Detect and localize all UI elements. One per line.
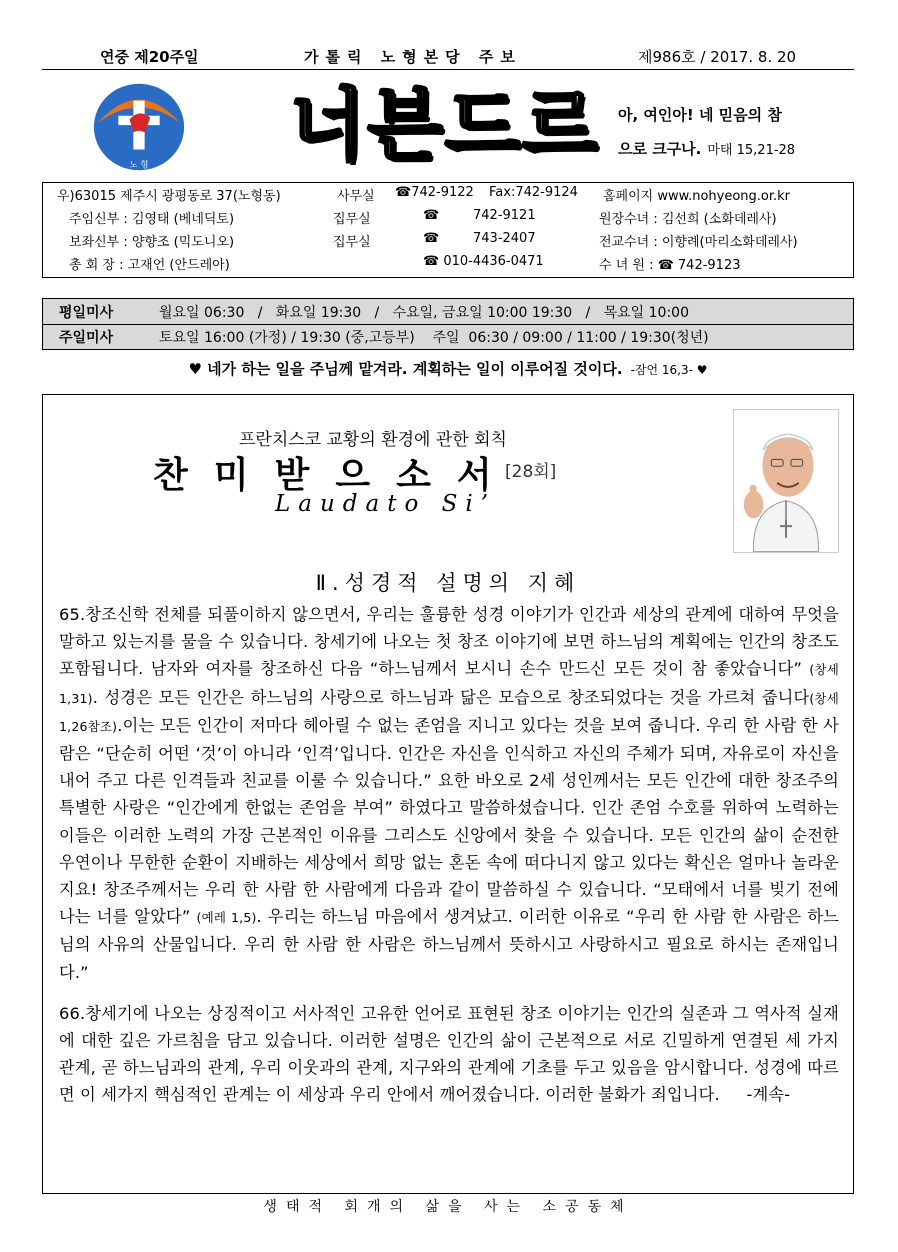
homepage-link[interactable]: 홈페이지 www.nohyeong.or.kr (603, 189, 791, 204)
president-phone: ☎ 010-4436-0471 (423, 254, 544, 269)
footer-slogan: 생태적 회개의 삶을 사는 소공동체 (263, 1199, 633, 1215)
mission-sister: 전교수녀 : 이향례(마리소화데레사) (599, 235, 798, 250)
fax: Fax:742-9124 (489, 185, 578, 200)
bulletin-name: 가톨릭 노형본당 주보 (304, 48, 522, 66)
p65-ref-2: (창세 1,26참조) (59, 690, 839, 734)
office-phone: ☎742-9122 (395, 185, 474, 200)
pastor-phone: 742-9121 (473, 208, 536, 223)
phone-icon: ☎ (423, 231, 440, 246)
phone-icon: ☎ (423, 208, 440, 223)
motto-source: -잠언 16,3- ♥ (630, 363, 708, 377)
assistant-phone: 743-2407 (473, 231, 536, 246)
weekday-mass-label: 평일미사 (59, 304, 114, 321)
sunday-mass-times: 토요일 16:00 (가정) / 19:30 (중,고등부) 주일 06:30 / 09:00 / 11:00 / 19:30(청년) (159, 330, 709, 346)
p65-part3: .이는 모든 인간이 저마다 헤아릴 수 없는 존엄을 지니고 있다는 것을 보여 줍니다. 우리 한 사람 한 사람은 “단순히 어떤 ‘것’이 아니라 ‘인격’입니다. 인간은 자신을 인식하고 자신의 주체가 되며, 자유로이 자신을 내어 주고 다른 인격들과 친교를 이룰 수 있습니다.” 요한 바오로 2세 성인께서는 모든 인간에 대한 창조주의 특별한 사랑은 “인간에게 한없는 존엄을 부여” 하였다고 말씀하셨습니다. 인간 존엄 수호를 위하여 노력하는 이들은 이러한 노력의 가장 근본적인 이유를 그리스도 신앙에서 찾을 수 있습니다. 모든 인간의 삶이 순전한 우연이나 무한한 순환이 지배하는 세상에서 희망 없는 혼돈 속에 떠다니지 않고 있다는 확신은 얼마나 놀라운지요! 창조주께서는 우리 한 사람 한 사람에게 다음과 같이 말씀하실 수 있습니다. “모태에서 너를 빚기 전에 나는 너를 알았다” (59, 715, 839, 927)
section-heading: Ⅱ.성경적 설명의 지혜 (315, 571, 581, 595)
p65-part1: 65.창조신학 전체를 되풀이하지 않으면서, 우리는 훌륭한 성경 이야기가 인간과 세상의 관계에 대하여 무엇을 말하고 있는지를 물을 수 있습니다. 창세기에 나오는 첫 창조 이야기에 보면 하느님의 계획에는 인간의 창조도 포함됩니다. 남자와 여자를 창조하신 다음 “하느님께서 보시니 손수 만드신 모든 것이 참 좋았습니다” (59, 605, 839, 679)
parish-logo-icon (92, 80, 186, 174)
convent-phone: 수 녀 원 : ☎ 742-9123 (599, 258, 741, 273)
masthead-title: 너븐드르 (290, 81, 600, 171)
assistant-office-label: 집무실 (333, 235, 371, 250)
sunday-mass-label: 주일미사 (59, 330, 114, 346)
pope-portrait-icon (733, 409, 839, 553)
p65-ref-1: (창세 1,31) (59, 662, 839, 706)
gospel-verse (618, 98, 854, 168)
info-row-president (43, 254, 853, 276)
weekly-motto (42, 358, 854, 384)
article-latin-title: Laudato Si’ (275, 491, 497, 517)
masthead-area (42, 74, 854, 179)
top-bar (42, 44, 854, 70)
motto-text: ♥ 네가 하는 일을 주님께 맡겨라. 계획하는 일이 이루어질 것이다. (188, 360, 623, 378)
verse-line-2-text: 으로 크구나. (618, 140, 702, 158)
p65-part2: . 성경은 모든 인간은 하느님의 사랑으로 하느님과 닮은 모습으로 창조되었다는 것을 가르쳐 줍니다 (92, 687, 810, 707)
verse-line-2 (618, 132, 854, 168)
council-president: 총 회 장 : 고재언 (안드레아) (69, 258, 230, 273)
article-part: [28회] (505, 462, 557, 482)
office-label: 사무실 (337, 189, 375, 204)
superior-sister: 원장수녀 : 김선희 (소화데레사) (599, 212, 777, 227)
assistant-priest: 보좌신부 : 양향조 (믹도니오) (69, 235, 235, 250)
sunday-mass-row (43, 324, 853, 349)
weekday-mass-times: 월요일 06:30 / 화요일 19:30 / 수요일, 금요일 10:00 19:30 / 목요일 10:00 (159, 304, 689, 321)
address: 우)63015 제주시 광평동로 37(노형동) (57, 189, 281, 204)
verse-line-1: 아, 여인아! 네 믿음의 참 (618, 106, 782, 124)
paragraph-66 (59, 1000, 839, 1109)
liturgical-season: 연중 제20주일 (100, 48, 199, 66)
weekday-mass-row (43, 299, 853, 324)
verse-reference: 마태 15,21-28 (707, 143, 796, 158)
article-title: 찬미받으소서 (153, 455, 518, 496)
article-body (59, 601, 839, 1123)
issue-date: 제986호 / 2017. 8. 20 (638, 48, 797, 66)
p66-text: 66.창세기에 나오는 상징적이고 서사적인 고유한 언어로 표현된 창조 이야기는 인간의 실존과 그 역사적 실재에 대한 깊은 가르침을 담고 있습니다. 이러한 설명은 인간의 삶이 근본적으로 서로 긴밀하게 연결된 세 가지 관계, 곧 하느님과의 관계, 우리 이웃과의 관계, 지구와의 관계에 기초를 두고 있음을 암시합니다. 성경에 따르면 이 세가지 핵심적인 관계는 이 세상과 우리 안에서 깨어졌습니다. 이러한 불화가 죄입니다. (59, 1003, 839, 1105)
article-box (42, 394, 854, 1194)
paragraph-65 (59, 601, 839, 986)
p65-part4: . 우리는 하느님 마음에서 생겨났고. 이러한 이유로 “우리 한 사람 한 사람은 하느님의 사유의 산물입니다. 우리 한 사람 한 사람은 하느님께서 뜻하시고 사랑하시고 필요로 하시는 존재입니다.” (59, 907, 839, 982)
p65-ref-3: (예레 1,5) (196, 910, 257, 926)
continued-mark: -계속- (746, 1085, 791, 1105)
pastor-office-label: 집무실 (333, 212, 371, 227)
mass-schedule (42, 298, 854, 350)
pastor: 주임신부 : 김영태 (베네딕토) (69, 212, 235, 227)
article-subtitle: 프란치스코 교황의 환경에 관한 회칙 (239, 430, 507, 450)
info-row-address (43, 185, 853, 207)
info-row-pastor (43, 208, 853, 230)
parish-info-box (42, 182, 854, 278)
info-row-assistant (43, 231, 853, 253)
logo-text: 노 형 (129, 159, 149, 170)
